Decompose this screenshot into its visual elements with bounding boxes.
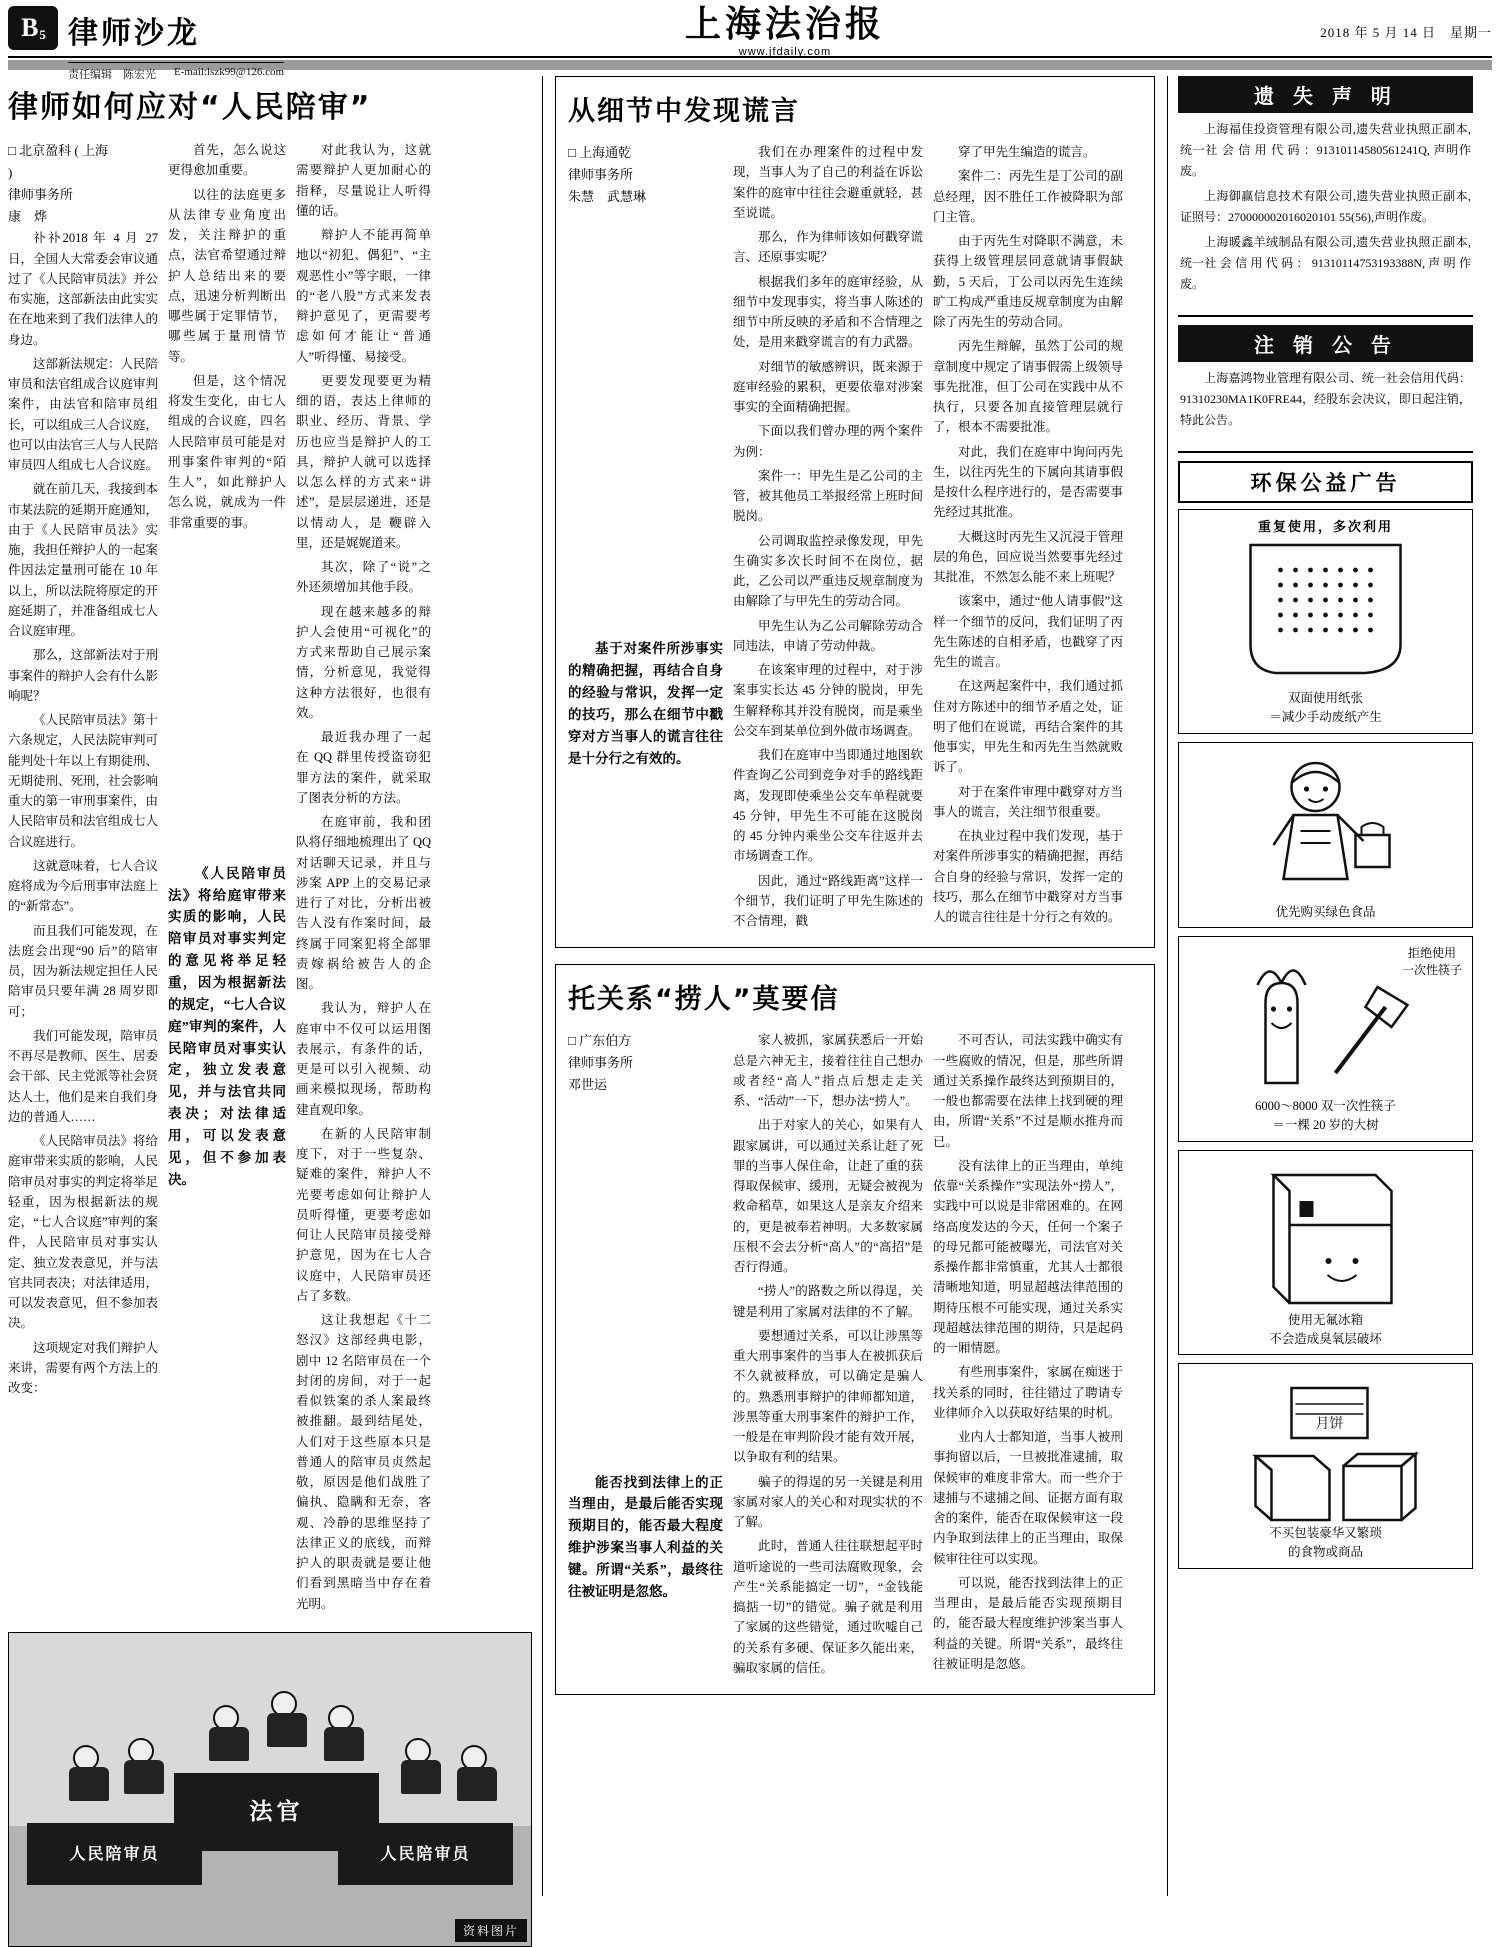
paragraph: 辩护人不能再简单地以“初犯、偶犯”、“主观恶性小”等字眼，一律的“老八股”方式来发表辩护意见了，更需要考虑如何才能让“普通人”听得懂、易接受。: [296, 228, 431, 364]
paragraph: 在执业过程中我们发现，基于对案件所涉事实的精确把握，再结合自身的经验与常识，发挥一定的技巧，那么在细节中戳穿对方当事人的谎言往往是十分行之有效的。: [933, 829, 1123, 924]
masthead-center: [368, 3, 1202, 58]
eco-card-3-caption: 6000～8000 双一次性筷子 ＝一棵 20 岁的大树: [1255, 1099, 1396, 1132]
byline-firm1: □ 北京盈科 ( 上海 ): [8, 143, 108, 181]
paragraph: 丙先生辩解，虽然丁公司的规章制度中规定了请事假需上级领导事先批准，但丁公司在实践中从不执行，只要各加直接管理层就行了，根本不需要批准。: [933, 339, 1123, 435]
eco-card-5: [1178, 1363, 1473, 1569]
paragraph: 这项规定对我们辩护人来讲，需要有两个方法上的改变：: [8, 1340, 159, 1396]
paragraph: 《人民陪审员法》第十六条规定，人民法院审判可能判处十年以上有期徒刑、无期徒刑、死刑，社会影响重大的第一审刑事案件，由人民陪审员和法官组成七人合议庭进行。: [8, 713, 159, 849]
byline-firm2: 律师事务所: [568, 1055, 634, 1071]
article1-col1: [8, 140, 158, 1618]
paragraph: 对此，我们在庭审中询问丙先生，以往丙先生的下属向其请事假是按什么程序进行的，是否需要事先经过其批准。: [933, 444, 1123, 520]
paragraph: 而且我们可能发现，在法庭会出现“90 后”的陪审员，因为新法规定担任人民陪审员只要年满 28 周岁即可；: [8, 923, 159, 1019]
paragraph: “捞人”的路数之所以得逞，关键是利用了家属对法律的不了解。: [733, 1284, 923, 1319]
paragraph: 下面以我们曾办理的两个案件为例：: [733, 424, 923, 459]
paragraph: 就在前几天，我接到本市某法院的延期开庭通知，由于《人民陪审员法》实施，我担任辩护人的一起案件因法定量刑可能在 10 年以上，所以法院将原定的开庭延期了，并准备组成七人合议庭审理。: [8, 482, 159, 639]
paragraph: 出于对家人的关心，如果有人跟家属讲，可以通过关系让赶了死罪的当事人保住命，让赶了重的获得取保候审、缓刑，无疑会被视为救命稻草，如果这人是亲友介绍来的，更是被奉若神明。大多数家属压根不会去分析“高人”的“高招”是否行得通。: [733, 1118, 923, 1274]
article1-col3: [296, 140, 431, 1618]
article1-col2: [168, 140, 286, 1618]
paragraph: 那么，作为律师该如何戳穿谎言、还原事实呢？: [733, 230, 923, 265]
paragraph: 我认为，辩护人在庭审中不仅可以运用图表展示，有条件的话，更是可以引入视频、动画来模拟现场，帮助构建直观印象。: [296, 1001, 431, 1117]
eco-ad-title: 环保公益广告: [1178, 461, 1473, 503]
figure-person: [457, 1745, 491, 1801]
email-line: E-mail:lszk99@126.com: [174, 66, 285, 78]
article1-pullquote: 《人民陪审员法》将给庭审带来实质的影响，人民陪审员对事实判定的意见将举足轻重，因为根据新法的规定，“七人合议庭”审判的案件，人民陪审员对事实认定，独立发表意见，并与法官共同表决；对法律适用，可以发表意见，但不参加表决。: [168, 865, 286, 1187]
notice-item: 上海福佳投资管理有限公司,遗失营业执照正副本,统一社 会 信 用 代 码 ：91310114580561241Q, 声明作废。: [1180, 122, 1471, 178]
cancel-notice-body: [1178, 362, 1473, 443]
masthead: [8, 3, 1492, 81]
article3-headline: 托关系“捞人”莫要信: [568, 984, 840, 1016]
paragraph: 在这两起案件中，我们通过抓住对方陈述中的细节矛盾之处，证明了他们在说谎，再结合案件的其他事实，甲先生和丙先生当然就败诉了。: [933, 679, 1123, 775]
paper-url: www.jfdaily.com: [738, 46, 832, 58]
paragraph: 但是，这个情况将发生变化，由七人组成的合议庭，四名人民陪审员可能是对刑事案件审判的“陌生人”，如此辩护人怎么说，就成为一件非常重要的事。: [168, 373, 286, 530]
paragraph: 根据我们多年的庭审经验，从细节中发现事实，将当事人陈述的细节中所反映的矛盾和不合情理之处，是用来戳穿谎言的有力武器。: [733, 274, 923, 350]
byline-author: 朱慧 武慧琳: [568, 189, 647, 205]
masthead-left: [8, 6, 368, 82]
svg-text:月饼: 月饼: [1315, 1416, 1344, 1433]
byline-firm2: 律师事务所: [568, 167, 634, 183]
paragraph: 案件二：丙先生是丁公司的副总经理，因不胜任工作被降职为部门主管。: [933, 169, 1123, 224]
paragraph: 对细节的敏感辨识，既来源于庭审经验的累积，更要依靠对涉案事实的全面精确把握。: [733, 359, 923, 414]
paragraph: 在新的人民陪审制度下，对于一些复杂、疑难的案件，辩护人不光要考虑如何让辩护人员听得懂，更要考虑如何让人民陪审员接受辩护意见，因为在七人合议庭中，人民陪审员还占了多数。: [296, 1126, 431, 1303]
judge-label: 法官: [249, 1798, 304, 1825]
article1-figure: [8, 1632, 532, 1947]
cancel-notice-title: 注 销 公 告: [1178, 325, 1473, 362]
juror-label-left: 人民陪审员: [69, 1843, 160, 1863]
paragraph: 该案中，通过“他人请事假”这样一个细节的反问，我们证明了丙先生陈述的自相矛盾，也戳穿了丙先生的谎言。: [933, 594, 1123, 669]
paragraph: 我们可能发现，陪审员不再尽是教师、医生、居委会干部、民主党派等社会贤达人士，他们是来自我们身边的普通人……: [8, 1028, 159, 1124]
article2-headline: 从细节中发现谎言: [568, 96, 800, 127]
lost-notice-body: [1178, 113, 1473, 307]
byline-firm1: □ 上海通乾: [568, 145, 632, 160]
juror-bench-right: [338, 1823, 513, 1885]
paragraph: 家人被抓，家属获悉后一开始总是六神无主，接着往往自己想办或者经“高人”指点后想走走关系、“活动”一下，想办法“捞人”。: [733, 1033, 923, 1108]
section-title: 律师沙龙: [68, 16, 200, 51]
eco-card-4: [1178, 1150, 1473, 1356]
eco-card-3-art: [1185, 943, 1466, 1093]
paragraph: 业内人士都知道，当事人被刑事拘留以后，一旦被批准逮捕，取保候审的难度非常大。而一些介于逮捕与不逮捕之间、证据方面有取舍的案件，能否在取保候审这一段内争取到法律上的正当理由，取保候审往往可以实现。: [933, 1430, 1123, 1566]
article3: [555, 964, 1155, 1695]
article1-byline: [8, 140, 108, 228]
article2-byline-col: [568, 142, 723, 935]
figure-person: [124, 1738, 158, 1794]
article3-byline-col: [568, 1030, 723, 1682]
byline-firm1: □ 广东伯方: [568, 1033, 632, 1049]
paragraph: 我们在办理案件的过程中发现，当事人为了自己的利益在诉讼案件的庭审中往往会避重就轻，甚至说谎。: [733, 145, 923, 220]
refrigerator-icon: [1185, 1157, 1466, 1317]
eco-card-2-art: [1185, 749, 1466, 899]
paragraph: 对于在案件审理中戳穿对方当事人的谎言，关注细节很重要。: [933, 784, 1123, 819]
article3-col2: [933, 1030, 1123, 1682]
article2-col2: [933, 142, 1123, 935]
notice-item: 上海暖鑫羊绒制品有限公司,遗失营业执照正副本,统一社 会 信 用 代 码 ： 91310114753193388N, 声 明 作废。: [1180, 235, 1471, 291]
article3-pullquote: 能否找到法律上的正当理由，是最后能否实现预期目的，能否最大程度维护涉案当事人利益的关键。所谓“关系”，最终往往被证明是忽悠。: [568, 1474, 723, 1599]
paragraph: 由于丙先生对降职不满意，未获得上级管理层同意就请事假缺勤，5 天后，丁公司以丙先生连续旷工构成严重违反规章制度为由解除了丙先生的劳动合同。: [933, 234, 1123, 329]
article2-byline: [568, 142, 668, 208]
byline-firm2: 律师事务所: [8, 187, 74, 203]
paragraph: 首先，怎么说这更得愈加重要。: [168, 143, 286, 178]
article1-body: [8, 140, 532, 1618]
byline-author: 康 烨: [8, 209, 48, 225]
paragraph: 其次，除了“说”之外还须增加其他手段。: [296, 560, 431, 595]
paragraph: 穿了甲先生编造的谎言。: [958, 145, 1096, 159]
section-number: 5: [39, 27, 46, 42]
notice-item: 上海御赢信息技术有限公司,遗失营业执照正副本,证照号：270000002016020101 55(56),声明作废。: [1180, 189, 1471, 224]
paragraph: 不可否认，司法实践中确实有一些腐败的情况，但是，那些所谓通过关系操作最终达到预期目的，一般也都需要在法律上找到硬的理由，所谓“关系”不过是顺水推舟而已。: [933, 1033, 1123, 1149]
paragraph: 在该案审理的过程中，对于涉案事实长达 45 分钟的脱岗，甲先生解释称其并没有脱岗，而是乘坐公交车到某单位到外做市场调查。: [733, 663, 923, 738]
eco-card-1-caption: 双面使用纸张 ＝减少手动废纸产生: [1269, 691, 1382, 724]
paragraph: 那么，这部新法对于刑事案件的辩护人会有什么影响呢？: [8, 648, 159, 703]
juror-label-right: 人民陪审员: [380, 1843, 471, 1863]
paragraph: 骗子的得逞的另一关键是利用家属对家人的关心和对现实状的不了解。: [733, 1474, 923, 1529]
paragraph: 我们在庭审中当即通过地图软件查询乙公司到竞争对手的路线距离，发现即使乘坐公交车单程就要 45 分钟，甲先生不可能在这脱岗的 45 分钟内乘坐公交车往返并去市场调查工作。: [733, 748, 923, 864]
eco-card-1-art: [1185, 535, 1466, 685]
eco-card-1: [1178, 509, 1473, 734]
column-right: [1168, 76, 1473, 1896]
paragraph: 在庭审前，我和团队将仔细地梳理出了 QQ 对话聊天记录，并且与涉案 APP 上的交易记录进行了对比，分析出被告人没有作案时间，最终属于同案犯将全部罪责嫁祸给被告人的企图。: [296, 815, 431, 991]
eco-card-3-lines: 拒绝使用 一次性筷子: [1401, 946, 1462, 978]
divider: [1178, 451, 1473, 453]
eco-card-5-caption: 不买包装豪华又繁琐 的食物或商品: [1269, 1526, 1382, 1559]
publish-date: 2018 年 5 月 14 日 星期一: [1320, 25, 1492, 40]
figure-person: [324, 1705, 358, 1761]
eco-card-2-caption: 优先购买绿色食品: [1275, 904, 1376, 919]
eco-card-3: [1178, 936, 1473, 1142]
section-badge: [8, 6, 58, 50]
paragraph: 现在越来越多的辩护人会使用“可视化”的方式来帮助自己展示案情，分析意见，我觉得这种方法很好，也很有效。: [296, 604, 431, 720]
article2: [555, 76, 1155, 948]
eco-card-1-line: 重复使用，多次利用: [1257, 519, 1393, 534]
section-letter: B: [21, 13, 39, 42]
figure-person: [69, 1745, 103, 1801]
notice-item: 上海嘉鸿物业管理有限公司、统一社会信用代码：91310230MA1K0FRE44，经股东会决议，即日起注销，特此公告。: [1180, 371, 1471, 427]
figure-person: [267, 1691, 301, 1747]
paragraph: 要想通过关系，可以让涉黑等重大刑事案件的当事人在被抓获后不久就被释放，可以确定是骗人的。熟悉刑事辩护的律师都知道，涉黑等重大刑事案件的辩护工作，一般是在审判阶段才能有效开展，以争取有利的结果。: [733, 1328, 923, 1465]
paragraph: 更要发现要更为精细的语，表达上律师的职业、经历、背景、学历也应当是辩护人的工具，辩护人就可以选择以怎么样的方式来“讲述”，是层层递进，还是以情动人，是 鞭辟入里，还是娓娓道来。: [296, 373, 431, 550]
paragraph: 这部新法规定：人民陪审员和法官组成合议庭审判案件，由法官和陪审员组长，可以组成三人合议庭，也可以由法官三人与人民陪审员四人组成七人合议庭。: [8, 356, 159, 473]
figure-person: [209, 1705, 243, 1761]
shopper-icon: [1185, 749, 1466, 899]
column-middle: [543, 76, 1168, 1896]
paragraph: 大概这时丙先生又沉浸于管理层的角色，回应说当然要事先经过其批准，不然怎么能不来上班呢？: [933, 529, 1123, 584]
paper-sheet-icon: [1185, 535, 1466, 685]
paragraph: 最近我办理了一起在 QQ 群里传授盗窃犯罪方法的案件，就采取了图表分析的方法。: [296, 730, 431, 805]
gift-box-icon: [1185, 1370, 1466, 1540]
column-left: [8, 76, 543, 1938]
juror-bench-left: [27, 1823, 202, 1885]
paragraph: 《人民陪审员法》将给庭审带来实质的影响，人民陪审员对事实的判定将举足轻重，因为根据新法的规定，“七人合议庭”审判的案件，人民陪审员对事实认定、独立发表意见，并与法官共同表决；对法律适用，可以发表意见，但不参加表决。: [8, 1134, 159, 1331]
article2-col1: [733, 142, 923, 935]
article3-col1: [733, 1030, 923, 1682]
byline-author: 邓世运: [568, 1077, 608, 1093]
paragraph: 这让我想起《十二怒汉》这部经典电影，剧中 12 名陪审员在一个封闭的房间，对于一起看似铁案的杀人案最终被推翻。最到结尾处，人们对于这些原本只是普通人的陪审员贞然起敬，原因是他们战胜了偏执、隐瞒和无奈，客观、冷静的思维坚持了法律正义的底线，而辩护人的职责就是要让他们看到黑暗当中存在着光明。: [296, 1313, 431, 1611]
paragraph: 没有法律上的正当理由，单纯依靠“关系操作”实现法外“捞人”，实践中可以说是非常困难的。在网络高度发达的今天，任何一个案子的母兄都可能被曝光，司法官对关系操作都非常慎重，尤其人士都很清晰地知道，明显超越法律范围的期待压根不可能实现，通过关系实现超越法律范围的期待，只是起码的一厢情愿。: [933, 1158, 1123, 1355]
eco-card-2: [1178, 742, 1473, 929]
paragraph: 案件一：甲先生是乙公司的主管，被其他员工举报经常上班时间脱岗。: [733, 468, 923, 524]
paragraph: 可以说，能否找到法律上的正当理由，是最后能否实现预期目的，能否最大程度维护涉案当事人利益的关键。所谓“关系”，最终往往被证明是忽悠。: [933, 1575, 1123, 1671]
page-body: [8, 76, 1492, 1938]
article3-byline: [568, 1030, 668, 1096]
eco-card-4-caption: 使用无氟冰箱 不会造成臭氧层破坏: [1269, 1312, 1382, 1346]
article2-pullquote: 基于对案件所涉事实的精确把握，再结合自身的经验与常识，发挥一定的技巧，那么在细节中戳穿对方当事人的谎言往往是十分行之有效的。: [568, 641, 723, 766]
tree-axe-icon: [1185, 943, 1466, 1093]
paragraph: 有些刑事案件，家属在痴迷于找关系的同时，往往错过了聘请专业律师介入以获取好结果的时机。: [933, 1365, 1123, 1420]
figure-person: [401, 1738, 435, 1794]
article1-headline: 律师如何应对“人民陪审”: [8, 90, 372, 125]
divider: [1178, 315, 1473, 317]
editor-line: 责任编辑 陈宏光: [68, 69, 156, 81]
paragraph: 䃼䃼2018 年 4 月 27 日，全国人大常委会审议通过了《人民陪审员法》并公布实施，这部新法由此实实在在地来到了我们法律人的身边。: [8, 231, 159, 347]
paragraph: 因此，通过“路线距离”这样一个细节，我们证明了甲先生陈述的不合情理，戳: [733, 873, 923, 928]
eco-card-5-art: [1185, 1370, 1466, 1520]
paragraph: 以往的法庭更多从法律专业角度出发，关注辩护的重点，法官希望通过辩护人总结出来的要点，迅速分析判断出哪些属于定罪情节，哪些属于量刑情节等。: [168, 187, 286, 364]
paragraph: 这就意味着，七人合议庭将成为今后刑事审法庭上的“新常态”。: [8, 858, 159, 914]
paper-name: 上海法治报: [684, 3, 885, 45]
eco-card-4-art: [1185, 1157, 1466, 1307]
paragraph: 公司调取监控录像发现，甲先生确实多次长时间不在岗位，据此，乙公司以严重违反规章制度为由解除了与甲先生的劳动合同。: [733, 533, 923, 609]
figure-caption: 资料图片: [455, 1919, 527, 1942]
lost-notice-title: 遗 失 声 明: [1178, 76, 1473, 113]
paragraph: 对此我认为，这就需要辩护人更加耐心的指释，尽量说让人听得懂的话。: [296, 143, 431, 218]
paragraph: 甲先生认为乙公司解除劳动合同违法，申请了劳动仲裁。: [733, 618, 923, 653]
paragraph: 此时，普通人往往联想起平时道听途说的一些司法腐败现象，会产生“关系能搞定一切”，“金钱能搞掂一切”的错觉。骗子就是利用了家属的这些错觉，通过吹嘘自己的关系有多硬、保证多久能出来，骗取家属的信任。: [733, 1539, 923, 1675]
